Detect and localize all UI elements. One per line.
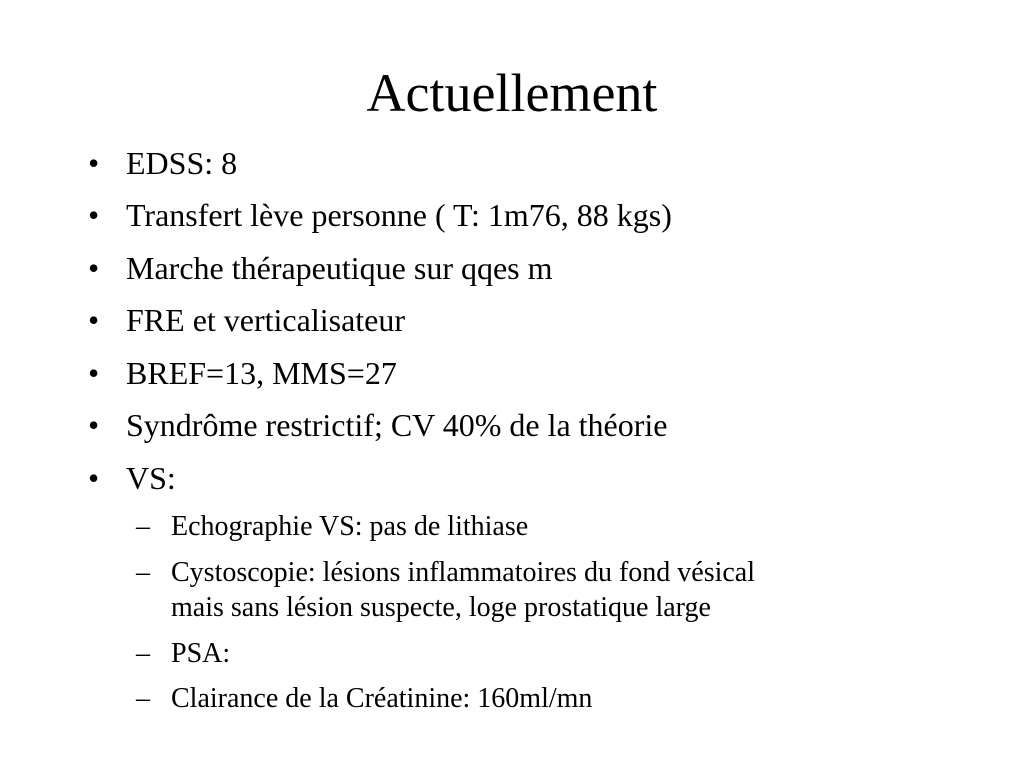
bullet-marker: • <box>88 250 100 286</box>
bullet-marker: • <box>88 302 100 338</box>
sub-bullet-marker: – <box>136 638 150 669</box>
sub-bullet-text: PSA: <box>171 638 231 669</box>
sub-bullet-text: Clairance de la Créatinine: 160ml/mn <box>171 683 593 714</box>
bullet-marker: • <box>88 460 100 496</box>
sub-bullet-marker: – <box>136 683 150 714</box>
bullet-marker: • <box>88 355 100 391</box>
sub-bullet-text-line: mais sans lésion suspecte, loge prostatique large <box>171 592 711 623</box>
slide-title: Actuellement <box>366 63 658 123</box>
sub-bullet-text: Echographie VS: pas de lithiase <box>171 511 529 542</box>
bullet-text: BREF=13, MMS=27 <box>126 355 397 391</box>
bullet-text: Transfert lève personne ( T: 1m76, 88 kgs) <box>126 197 672 233</box>
bullet-text: FRE et verticalisateur <box>126 302 406 338</box>
sub-bullet-marker: – <box>136 557 150 588</box>
bullet-text: Marche thérapeutique sur qqes m <box>126 250 553 286</box>
bullet-text: Syndrôme restrictif; CV 40% de la théorie <box>126 407 668 443</box>
bullet-marker: • <box>88 197 100 233</box>
sub-bullet-text-line: Cystoscopie: lésions inflammatoires du fond vésical <box>171 557 756 588</box>
sub-bullet-text <box>171 555 755 625</box>
bullet-text: VS: <box>126 460 176 496</box>
sub-bullet-marker: – <box>136 511 150 542</box>
bullet-marker: • <box>88 407 100 443</box>
bullet-marker: • <box>88 145 100 181</box>
bullet-text: EDSS: 8 <box>126 145 238 181</box>
